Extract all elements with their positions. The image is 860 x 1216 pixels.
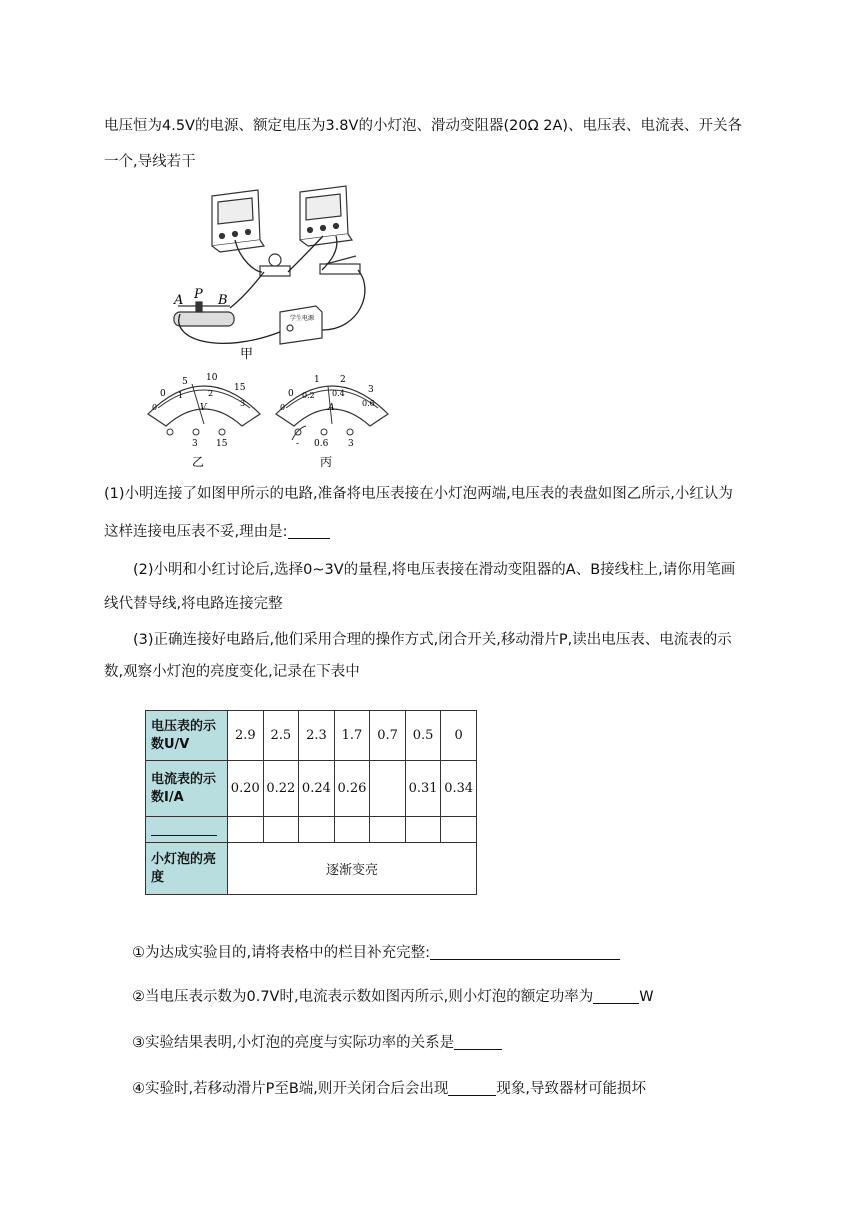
label-jia: 甲	[240, 347, 254, 362]
table-cell	[370, 761, 406, 817]
sub-question-2: ②当电压表示数为0.7V时,电流表示数如图丙所示,则小灯泡的额定功率为 W	[132, 988, 654, 1005]
letter-b: B	[218, 293, 228, 308]
row-header-current: 电流表的示数I/A	[146, 761, 228, 817]
row-header-brightness: 小灯泡的亮度	[146, 843, 228, 895]
svg-text:0: 0	[152, 403, 158, 412]
label-bing: 丙	[320, 455, 333, 469]
svg-text:15: 15	[216, 439, 228, 449]
sub-question-4: ④实验时,若移动滑片P至B端,则开关闭合后会出现 现象,导致器材可能损坏	[132, 1080, 647, 1097]
sub-question-1: ①为达成实验目的,请将表格中的栏目补充完整:	[132, 941, 752, 965]
label-yi: 乙	[192, 455, 205, 469]
svg-text:0: 0	[280, 403, 286, 412]
sub2-answer-blank[interactable]	[593, 987, 639, 1004]
circuit-figure	[160, 180, 400, 370]
svg-text:V: V	[200, 403, 207, 413]
q3-line-2: 数,观察小灯泡的亮度变化,记录在下表中	[104, 664, 360, 680]
q1-line-1: (1)小明连接了如图甲所示的电路,准备将电压表接在小灯泡两端,电压表的表盘如图乙所示,小红认为	[104, 486, 733, 502]
q1-line-2: 这样连接电压表不妥,理由是:	[104, 518, 764, 546]
battery-device	[280, 306, 322, 344]
bulb-device	[260, 254, 290, 276]
q2-line-1: (2)小明和小红讨论后,选择0~3V的量程,将电压表接在滑动变阻器的A、B接线柱上,请你用笔画	[133, 562, 736, 578]
table-cell: 0.22	[263, 761, 299, 817]
svg-text:1: 1	[178, 391, 184, 400]
ammeter-dial	[270, 366, 394, 470]
letter-a: A	[174, 293, 184, 308]
table-cell: 0.34	[441, 761, 477, 817]
sub4-answer-blank[interactable]	[448, 1079, 496, 1096]
svg-text:0.2: 0.2	[302, 391, 315, 400]
ammeter-device	[300, 186, 352, 246]
svg-text:2: 2	[340, 375, 346, 385]
q2-line-2: 线代替导线,将电路连接完整	[104, 596, 283, 612]
svg-text:0.4: 0.4	[332, 389, 345, 398]
voltmeter-dial	[142, 366, 266, 470]
svg-text:A: A	[328, 403, 335, 413]
table-cell: 0.7	[370, 711, 406, 761]
intro-line-2: 一个,导线若干	[104, 154, 196, 170]
svg-text:3: 3	[348, 439, 354, 449]
table-cell: 2.5	[263, 711, 299, 761]
svg-text:3: 3	[368, 385, 374, 395]
voltmeter-device	[212, 190, 264, 252]
svg-text:3: 3	[240, 399, 246, 408]
table-cell: 0.20	[228, 761, 264, 817]
sub1-answer-blank[interactable]	[430, 943, 620, 960]
table-cell: 0.5	[405, 711, 441, 761]
battery-label: 学生电源	[290, 315, 315, 322]
table-cell: 0	[441, 711, 477, 761]
svg-text:2: 2	[208, 389, 214, 398]
svg-text:10: 10	[206, 373, 218, 383]
svg-text:0: 0	[160, 389, 166, 399]
svg-text:5: 5	[182, 377, 188, 387]
table-cell: 0.26	[334, 761, 370, 817]
table-cell: 1.7	[334, 711, 370, 761]
svg-text:-: -	[296, 439, 300, 449]
row-header-voltage: 电压表的示数U/V	[146, 711, 228, 761]
brightness-cell: 逐渐变亮	[228, 843, 477, 895]
row-header-blank[interactable]	[146, 817, 228, 843]
letter-p: P	[194, 287, 203, 302]
table-cell: 0.31	[405, 761, 441, 817]
q1-answer-blank[interactable]	[288, 522, 330, 539]
svg-text:15: 15	[234, 383, 246, 393]
table-cell: 2.3	[299, 711, 335, 761]
svg-text:0.6: 0.6	[362, 399, 375, 408]
table-cell: 0.24	[299, 761, 335, 817]
table-cell: 2.9	[228, 711, 264, 761]
sub3-answer-blank[interactable]	[454, 1033, 502, 1050]
intro-line-1: 电压恒为4.5V的电源、额定电压为3.8V的小灯泡、滑动变阻器(20Ω 2A)、电压表、电流表、开关各	[104, 118, 743, 134]
svg-text:0.6: 0.6	[314, 439, 329, 449]
svg-text:0: 0	[288, 389, 294, 399]
svg-text:1: 1	[314, 375, 320, 385]
data-table	[145, 710, 477, 894]
q3-line-1: (3)正确连接好电路后,他们采用合理的操作方式,闭合开关,移动滑片P,读出电压表、电流表的示	[133, 632, 732, 648]
sub-question-3: ③实验结果表明,小灯泡的亮度与实际功率的关系是	[132, 1031, 752, 1055]
svg-text:3: 3	[192, 439, 198, 449]
